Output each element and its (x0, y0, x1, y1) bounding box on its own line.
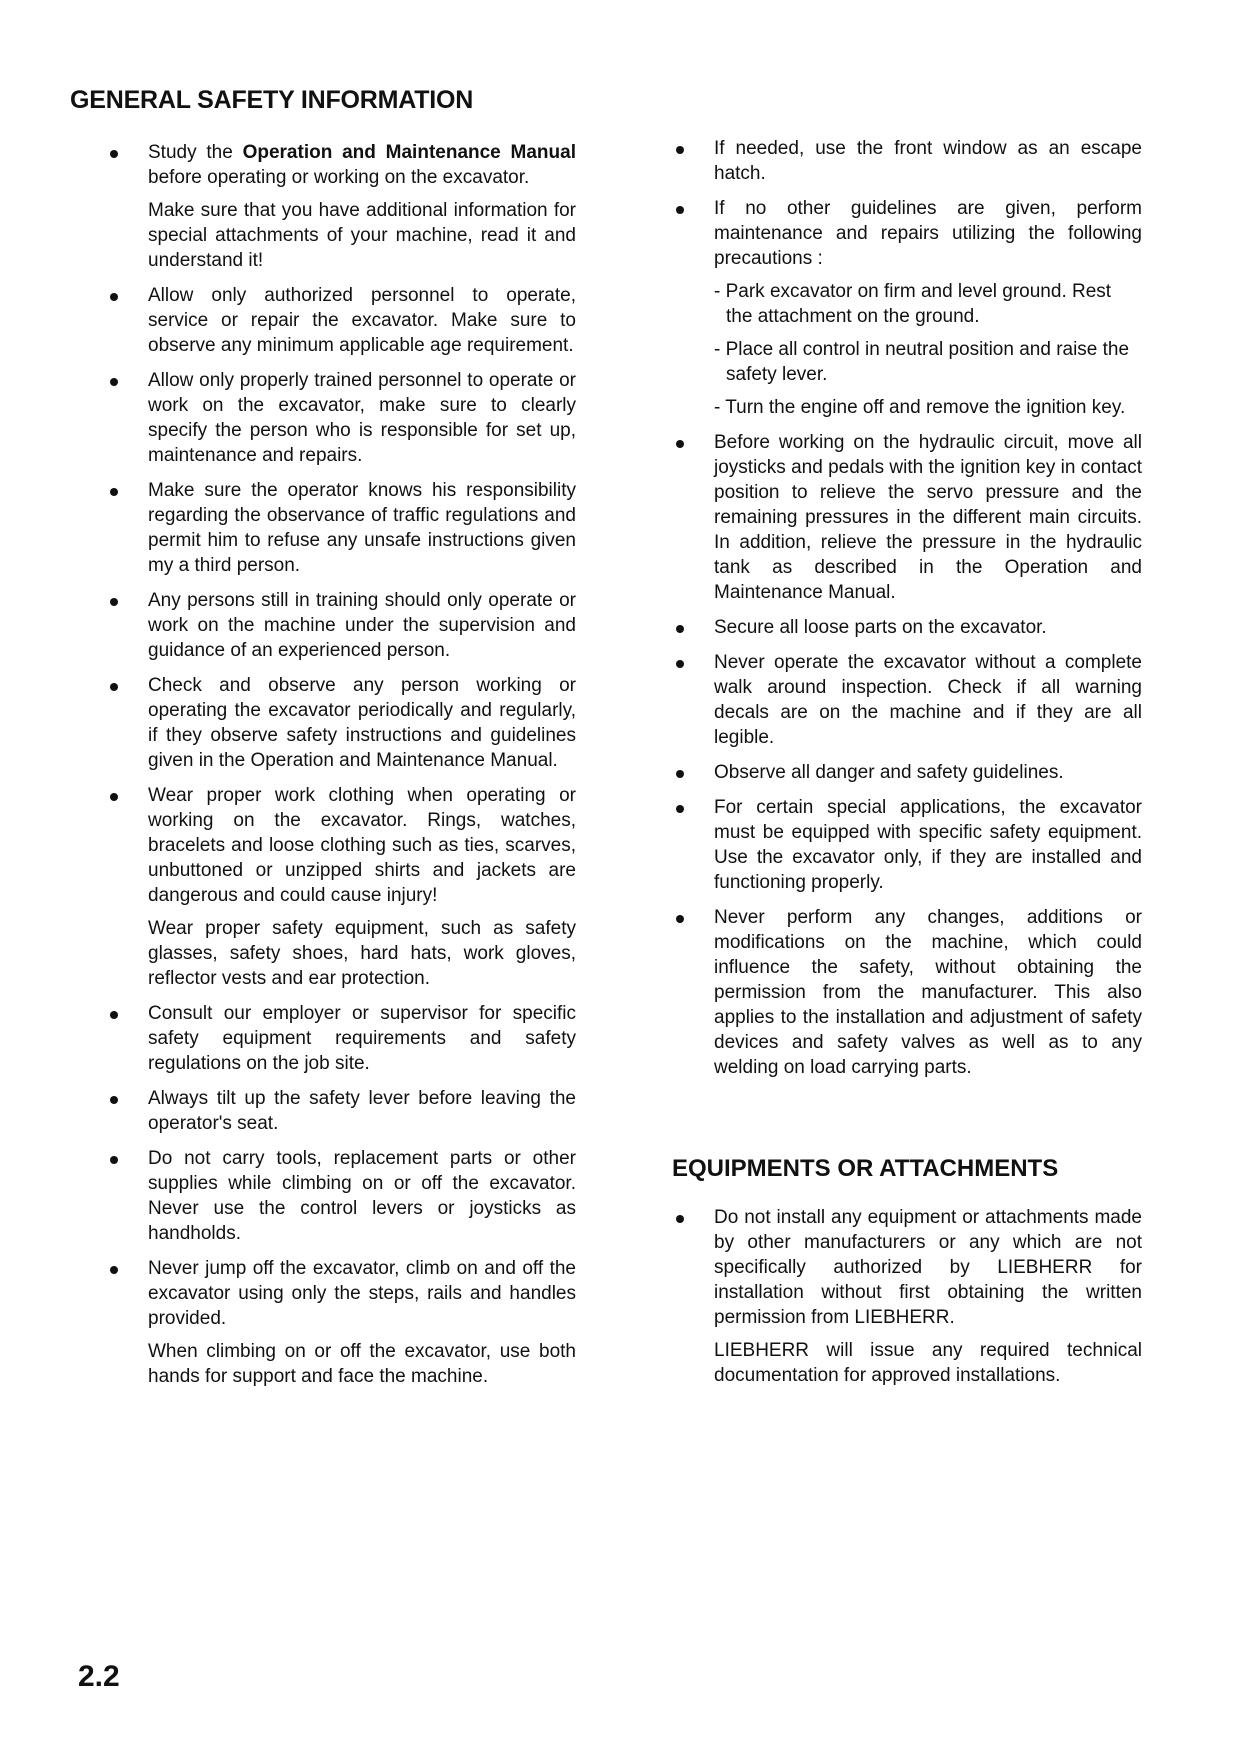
text-run: before operating or working on the excavator. (148, 167, 530, 188)
bullet-item (106, 1086, 576, 1136)
right-column (672, 136, 1142, 1090)
text-run: Wear proper work clothing when operating or working on the excavator. Rings, watches, bracelets and loose clothing such as ties, scarves, unbuttoned or unzipped shirts and jackets are dangerous and could cause injury! (148, 785, 576, 906)
bullet-paragraph (714, 795, 1142, 895)
bullet-dot-icon (110, 1266, 118, 1274)
bullet-item (672, 650, 1142, 750)
bullet-paragraph (714, 1338, 1142, 1388)
bullet-item (106, 783, 576, 991)
text-run: Do not install any equipment or attachments made by other manufacturers or any which are not specifically authorized by LIEBHERR for installation without first obtaining the written permission from LIEBHERR. (714, 1207, 1142, 1328)
bullet-item (106, 478, 576, 578)
bullet-paragraph (148, 478, 576, 578)
bullet-dot-icon (110, 1096, 118, 1104)
bullet-paragraph (148, 1001, 576, 1076)
sub-item: - Park excavator on firm and level ground. Rest the attachment on the ground. (714, 281, 1112, 327)
bullet-dot-icon (676, 660, 684, 668)
bullet-dot-icon (676, 805, 684, 813)
equipments-column (672, 1205, 1142, 1398)
page-title: GENERAL SAFETY INFORMATION (70, 86, 474, 114)
bullet-dot-icon (676, 770, 684, 778)
text-run: For certain special applications, the excavator must be equipped with specific safety equipment. Use the excavator only, if they are installed and functioning properly. (714, 797, 1142, 893)
bullet-paragraph (148, 673, 576, 773)
text-run: Make sure the operator knows his responsibility regarding the observance of traffic regulations and permit him to refuse any unsafe instructions given my a third person. (148, 480, 576, 576)
bullet-dot-icon (110, 683, 118, 691)
bullet-item (672, 196, 1142, 420)
text-run: Observe all danger and safety guidelines. (714, 762, 1064, 783)
bullet-paragraph (714, 615, 1142, 640)
bullet-paragraph (148, 1339, 576, 1389)
text-run: Wear proper safety equipment, such as safety glasses, safety shoes, hard hats, work gloves, reflector vests and ear protection. (148, 918, 576, 989)
bold-text: Operation and Maintenance Manual (242, 142, 576, 163)
page-number: 2.2 (78, 1660, 120, 1693)
bullet-dot-icon (676, 146, 684, 154)
bullet-paragraph (714, 650, 1142, 750)
bullet-paragraph (148, 1146, 576, 1246)
equipments-bullet-list (672, 1205, 1142, 1388)
bullet-paragraph (714, 1205, 1142, 1330)
text-run: Always tilt up the safety lever before leaving the operator's seat. (148, 1088, 576, 1134)
sub-item: - Place all control in neutral position and raise the safety lever. (714, 339, 1130, 385)
text-run: Allow only properly trained personnel to operate or work on the excavator, make sure to clearly specify the person who is responsible for set up, maintenance and repairs. (148, 370, 576, 466)
bullet-dot-icon (110, 793, 118, 801)
text-run: If needed, use the front window as an escape hatch. (714, 138, 1142, 184)
bullet-dot-icon (110, 150, 118, 158)
right-bullet-list (672, 136, 1142, 1080)
bullet-item (106, 368, 576, 468)
bullet-dot-icon (110, 488, 118, 496)
bullet-dot-icon (110, 598, 118, 606)
bullet-item (672, 615, 1142, 640)
bullet-item (672, 136, 1142, 186)
text-run: If no other guidelines are given, perform maintenance and repairs utilizing the following precautions : (714, 198, 1142, 269)
bullet-item (106, 673, 576, 773)
bullet-paragraph (714, 196, 1142, 271)
text-run: Make sure that you have additional information for special attachments of your machine, read it and understand it! (148, 200, 576, 271)
sub-item: - Turn the engine off and remove the ignition key. (714, 397, 1126, 418)
text-run: LIEBHERR will issue any required technical documentation for approved installations. (714, 1340, 1142, 1386)
text-run: Never jump off the excavator, climb on and off the excavator using only the steps, rails and handles provided. (148, 1258, 576, 1329)
text-run: Do not carry tools, replacement parts or other supplies while climbing on or off the excavator. Never use the control levers or joysticks as handholds. (148, 1148, 576, 1244)
bullet-dot-icon (676, 915, 684, 923)
bullet-item (672, 905, 1142, 1080)
bullet-paragraph (148, 1086, 576, 1136)
bullet-item (106, 1001, 576, 1076)
bullet-paragraph (148, 368, 576, 468)
bullet-item (106, 588, 576, 663)
left-column (106, 140, 576, 1399)
bullet-item (106, 283, 576, 358)
bullet-item (106, 1146, 576, 1246)
bullet-paragraph (148, 1256, 576, 1331)
bullet-item (672, 430, 1142, 605)
text-run: Check and observe any person working or operating the excavator periodically and regularly, if they observe safety instructions and guidelines given in the Operation and Maintenance Manual. (148, 675, 576, 771)
text-run: When climbing on or off the excavator, use both hands for support and face the machine. (148, 1341, 576, 1387)
text-run: Study the (148, 142, 243, 163)
section-title-equipments: EQUIPMENTS OR ATTACHMENTS (672, 1155, 1059, 1182)
bullet-item (672, 760, 1142, 785)
bullet-item (106, 140, 576, 273)
text-run: Never perform any changes, additions or modifications on the machine, which could influence the safety, without obtaining the permission from the manufacturer. This also applies to the installation and adjustment of safety devices and safety valves as well as to any welding on load carrying parts. (714, 907, 1142, 1078)
bullet-paragraph (714, 136, 1142, 186)
bullet-item (672, 1205, 1142, 1388)
bullet-dot-icon (110, 1156, 118, 1164)
bullet-paragraph (148, 283, 576, 358)
bullet-dot-icon (110, 378, 118, 386)
bullet-paragraph (714, 430, 1142, 605)
bullet-dot-icon (676, 440, 684, 448)
bullet-paragraph (714, 905, 1142, 1080)
bullet-paragraph (714, 760, 1142, 785)
text-run: Consult our employer or supervisor for specific safety equipment requirements and safety regulations on the job site. (148, 1003, 576, 1074)
text-run: Secure all loose parts on the excavator. (714, 617, 1047, 638)
bullet-dot-icon (676, 1215, 684, 1223)
bullet-paragraph (148, 140, 576, 190)
bullet-dot-icon (110, 1011, 118, 1019)
bullet-dot-icon (110, 293, 118, 301)
bullet-item (106, 1256, 576, 1389)
bullet-paragraph (148, 588, 576, 663)
bullet-dot-icon (676, 625, 684, 633)
bullet-paragraph (148, 916, 576, 991)
text-run: Never operate the excavator without a complete walk around inspection. Check if all warning decals are on the machine and if they are all legible. (714, 652, 1142, 748)
bullet-dot-icon (676, 206, 684, 214)
text-run: Allow only authorized personnel to operate, service or repair the excavator. Make sure to observe any minimum applicable age requirement. (148, 285, 576, 356)
bullet-paragraph (148, 783, 576, 908)
left-bullet-list (106, 140, 576, 1389)
bullet-paragraph (148, 198, 576, 273)
text-run: Before working on the hydraulic circuit, move all joysticks and pedals with the ignition key in contact position to relieve the servo pressure and the remaining pressures in the different main circuits. In addition, relieve the pressure in the hydraulic tank as described in the Operation and Maintenance Manual. (714, 432, 1142, 603)
text-run: Any persons still in training should only operate or work on the machine under the supervision and guidance of an experienced person. (148, 590, 576, 661)
bullet-item (672, 795, 1142, 895)
